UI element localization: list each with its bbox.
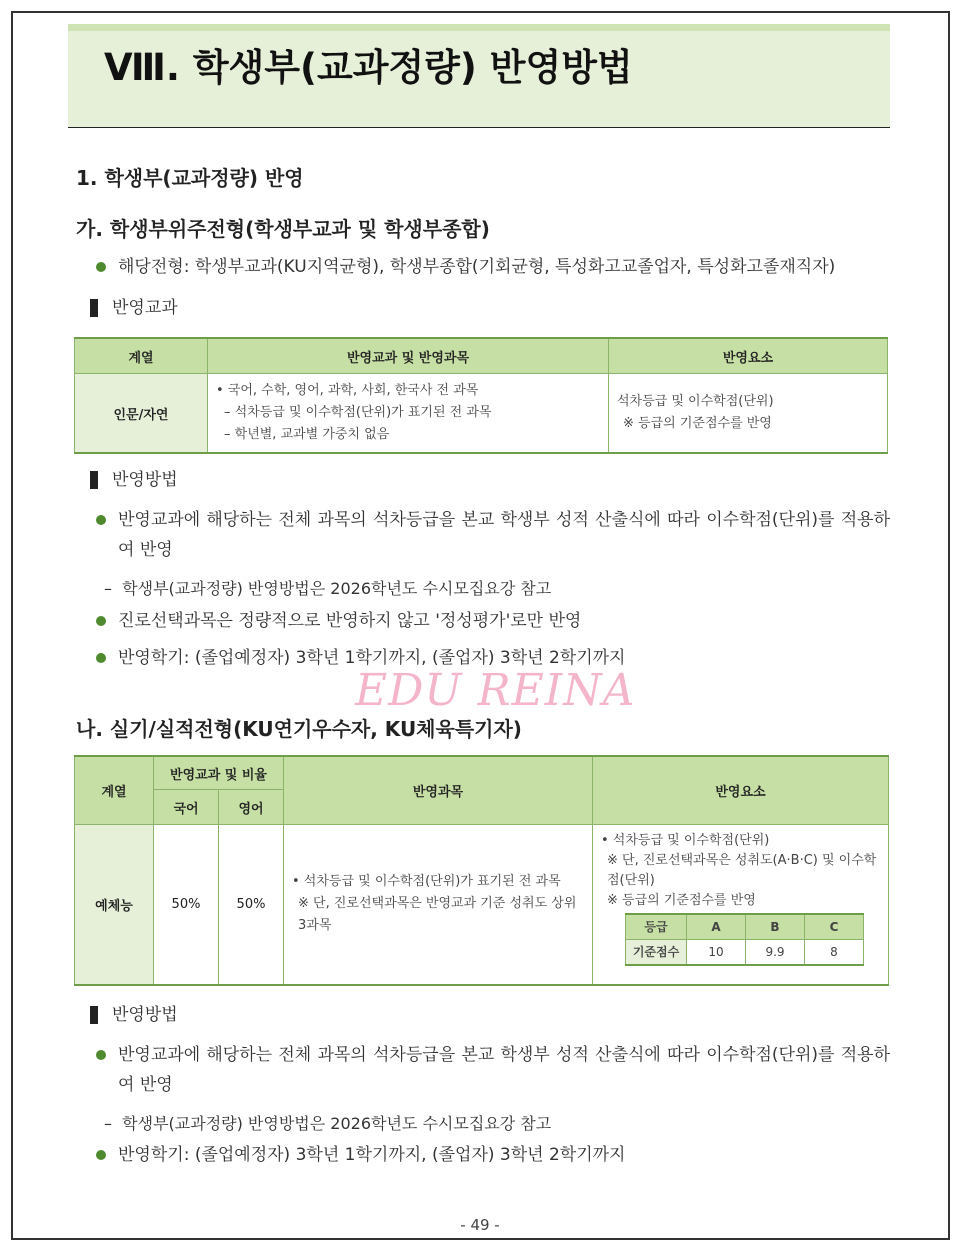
track-cell: 예체능 (75, 825, 154, 985)
element-line: ※ 등급의 기준점수를 반영 (607, 893, 756, 908)
th-track: 계열 (75, 756, 154, 825)
section-a-title: 가. 학생부위주전형(학생부교과 및 학생부종합) (76, 217, 490, 241)
score: 9.9 (746, 940, 805, 966)
method-note: 학생부(교과정량) 반영방법은 2026학년도 수시모집요강 참고 (122, 579, 552, 598)
element-line: ※ 등급의 기준점수를 반영 (623, 416, 772, 431)
grade-label: 등급 (626, 914, 687, 940)
method-bullet: 반영교과에 해당하는 전체 과목의 석차등급을 본교 학생부 성적 산출식에 따라 이수학점(단위)를 적용하여 반영 (118, 510, 890, 560)
chapter-header (68, 24, 890, 128)
chapter-title: Ⅷ. 학생부(교과정량) 반영방법 (104, 46, 633, 89)
heading-bar-icon (90, 1006, 98, 1024)
th-track: 계열 (75, 338, 208, 374)
method-bullet: 반영학기: (졸업예정자) 3학년 1학기까지, (졸업자) 3학년 2학기까지 (118, 648, 626, 668)
method-bullet: 반영교과에 해당하는 전체 과목의 석차등급을 본교 학생부 성적 산출식에 따라 이수학점(단위)를 적용하여 반영 (118, 1045, 890, 1095)
grade: A (687, 914, 746, 940)
th-subjects: 반영과목 (284, 756, 593, 825)
subject-heading: 반영교과 (112, 298, 178, 318)
english-ratio: 50% (219, 825, 284, 985)
bullet-icon (96, 1150, 106, 1160)
th-elements: 반영요소 (593, 756, 889, 825)
bullet-icon (96, 616, 106, 626)
th-elements: 반영요소 (609, 338, 888, 374)
th-ratio: 반영교과 및 비율 (154, 756, 284, 790)
section-1-title: 1. 학생부(교과정량) 반영 (76, 166, 304, 190)
method-bullet: 진로선택과목은 정량적으로 반영하지 않고 '정성평가'로만 반영 (118, 611, 582, 631)
track-cell: 인문/자연 (75, 374, 208, 454)
arts-sports-table (74, 755, 889, 986)
page-number: - 49 - (460, 1216, 500, 1234)
bullet-icon (96, 262, 106, 272)
th-korean: 국어 (154, 790, 219, 825)
section-b-title: 나. 실기/실적전형(KU연기우수자, KU체육특기자) (76, 717, 522, 741)
element-line: • 석차등급 및 이수학점(단위) (601, 833, 770, 848)
element-line: ※ 단, 진로선택과목은 성취도(A·B·C) 및 이수학점(단위) (607, 853, 877, 888)
korean-ratio: 50% (154, 825, 219, 985)
method-heading: 반영방법 (112, 470, 178, 490)
method-heading: 반영방법 (112, 1005, 178, 1025)
subject-line: • 국어, 수학, 영어, 과학, 사회, 한국사 전 과목 (216, 383, 479, 398)
grade: C (805, 914, 864, 940)
grade-score-table (625, 913, 864, 966)
subject-line: – 석차등급 및 이수학점(단위)가 표기된 전 과목 (224, 405, 492, 420)
score: 8 (805, 940, 864, 966)
bullet-icon (96, 1050, 106, 1060)
subject-line: – 학년별, 교과별 가중치 없음 (224, 427, 390, 442)
heading-bar-icon (90, 471, 98, 489)
subjects-table (74, 337, 888, 454)
bullet-icon (96, 653, 106, 663)
th-subjects: 반영교과 및 반영과목 (208, 338, 609, 374)
eligible-admissions: 해당전형: 학생부교과(KU지역균형), 학생부종합(기회균형, 특성화고교졸업자, 특성화고졸재직자) (118, 257, 836, 277)
element-line: 석차등급 및 이수학점(단위) (617, 394, 774, 409)
th-english: 영어 (219, 790, 284, 825)
method-bullet: 반영학기: (졸업예정자) 3학년 1학기까지, (졸업자) 3학년 2학기까지 (118, 1145, 626, 1165)
grade: B (746, 914, 805, 940)
score-label: 기준점수 (626, 940, 687, 966)
bullet-icon (96, 515, 106, 525)
score: 10 (687, 940, 746, 966)
heading-bar-icon (90, 299, 98, 317)
method-note: 학생부(교과정량) 반영방법은 2026학년도 수시모집요강 참고 (122, 1114, 552, 1133)
subject-line: ※ 단, 진로선택과목은 반영교과 기준 성취도 상위 3과목 (298, 896, 577, 934)
subject-line: • 석차등급 및 이수학점(단위)가 표기된 전 과목 (292, 874, 561, 890)
watermark: EDU REINA (355, 665, 636, 716)
